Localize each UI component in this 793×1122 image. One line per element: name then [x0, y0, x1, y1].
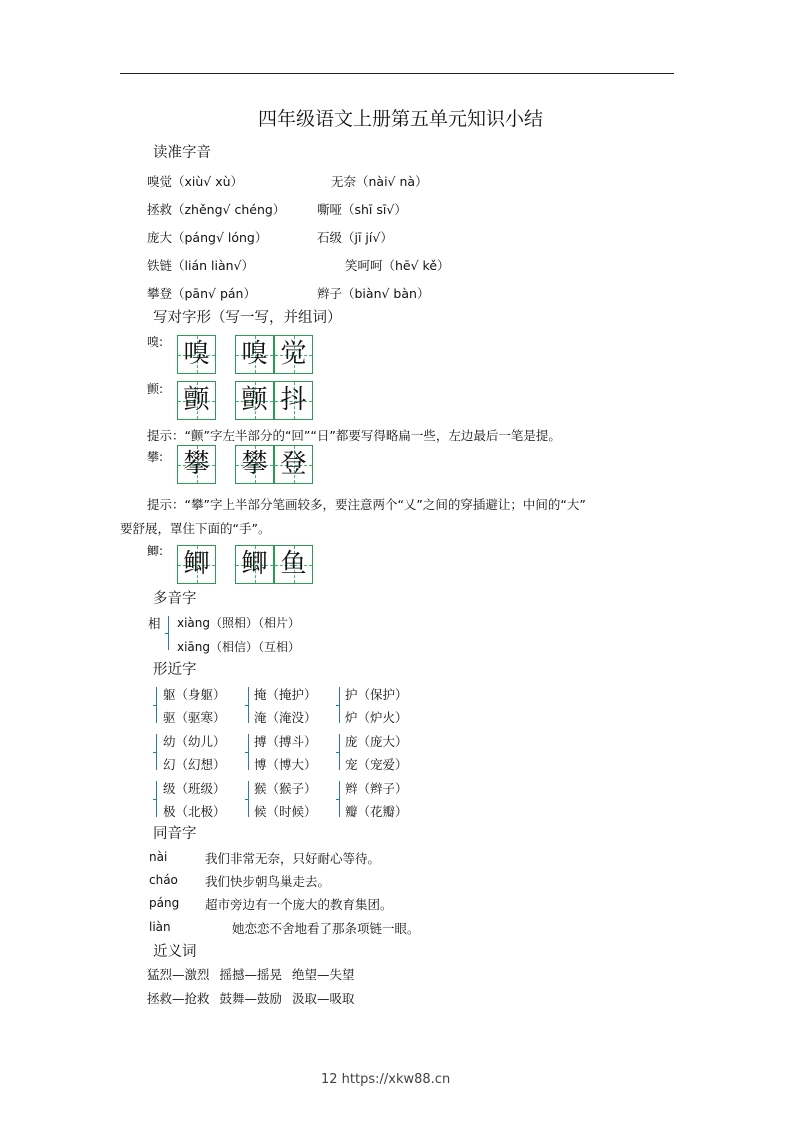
- write-char-label: 攀:: [147, 450, 164, 464]
- synonym-line: 猛烈—激烈 摇撼—摇晃 绝望—失望: [147, 967, 355, 982]
- brace: [339, 687, 344, 723]
- homophone-sentence: 我们快步朝鸟巢走去。: [205, 874, 331, 889]
- section-homophone-heading: 同音字: [153, 826, 197, 842]
- homophone-sentence: 她恋恋不舍地看了那条项链一眼。: [232, 921, 420, 936]
- similar-char: 幻（幻想）: [163, 757, 226, 772]
- similar-char: 宠（宠爱）: [345, 757, 408, 772]
- page-title: 四年级语文上册第五单元知识小结: [258, 108, 544, 130]
- grid-char: 觉: [280, 339, 307, 369]
- write-char-label: 嗅:: [147, 335, 164, 349]
- grid-char: 鱼: [280, 549, 307, 579]
- similar-char: 极（北极）: [163, 804, 226, 819]
- pronunciation-item: 石级（jī jí√）: [317, 230, 393, 245]
- pronunciation-item: 铁链（lián liàn√）: [147, 258, 254, 273]
- similar-char: 躯（身躯）: [163, 687, 226, 702]
- homophone-sentence: 超市旁边有一个庞大的教育集团。: [205, 897, 393, 912]
- similar-char: 候（时候）: [254, 804, 317, 819]
- similar-char: 辫（辫子）: [345, 781, 408, 796]
- page-footer: 12 https://xkw88.cn: [321, 1072, 451, 1087]
- grid-char: 鲫: [241, 549, 268, 579]
- similar-char: 瓣（花瓣）: [345, 804, 408, 819]
- section-synonym-heading: 近义词: [153, 944, 197, 960]
- writing-grid-box: [177, 445, 216, 484]
- similar-char: 级（班级）: [163, 781, 226, 796]
- grid-char: 鲫: [183, 549, 210, 579]
- pronunciation-item: 笑呵呵（hē√ kě）: [345, 258, 450, 273]
- pronunciation-item: 庞大（páng√ lóng）: [147, 230, 268, 245]
- grid-char: 嗅: [241, 339, 268, 369]
- brace: [156, 781, 161, 817]
- homophone-pinyin: cháo: [149, 873, 178, 887]
- similar-char: 驱（驱寒）: [163, 710, 226, 725]
- pronunciation-item: 拯救（zhěng√ chéng）: [147, 202, 286, 217]
- polyphone-line: xiāng（相信）（互相）: [177, 640, 301, 654]
- pronunciation-item: 嗅觉（xiù√ xù）: [147, 174, 244, 189]
- homophone-pinyin: nài: [149, 850, 168, 864]
- write-char-label: 颤:: [147, 382, 164, 396]
- writing-grid-box: [235, 335, 274, 374]
- similar-char: 幼（幼儿）: [163, 734, 226, 749]
- grid-char: 颤: [183, 385, 210, 415]
- grid-char: 嗅: [183, 339, 210, 369]
- grid-char: 攀: [241, 449, 268, 479]
- writing-grid-box: [274, 545, 313, 584]
- homophone-sentence: 我们非常无奈，只好耐心等待。: [205, 851, 381, 866]
- writing-grid-box: [235, 445, 274, 484]
- similar-char: 护（保护）: [345, 687, 408, 702]
- grid-char: 攀: [183, 449, 210, 479]
- writing-grid-box: [177, 545, 216, 584]
- brace: [156, 687, 161, 723]
- brace: [339, 734, 344, 770]
- writing-grid-box: [235, 545, 274, 584]
- synonym-line: 拯救—抢救 鼓舞—鼓励 汲取—吸取: [147, 991, 355, 1006]
- homophone-pinyin: páng: [149, 896, 180, 910]
- writing-grid-box: [177, 381, 216, 420]
- writing-grid-box: [274, 335, 313, 374]
- brace: [248, 734, 253, 770]
- tip-text: 提示：“攀”字上半部分笔画较多，要注意两个“乂”之间的穿插避让；中间的“大”: [147, 497, 586, 512]
- similar-char: 搏（搏斗）: [254, 734, 317, 749]
- grid-char: 抖: [280, 385, 307, 415]
- similar-char: 掩（掩护）: [254, 687, 317, 702]
- polyphone-line: xiàng（照相）（相片）: [177, 616, 301, 630]
- brace: [248, 687, 253, 723]
- section-read-heading: 读准字音: [153, 145, 211, 161]
- polyphone-char: 相: [148, 616, 161, 631]
- similar-char: 庞（庞大）: [345, 734, 408, 749]
- pronunciation-item: 嘶哑（shī sī√）: [317, 202, 407, 217]
- write-char-label: 鲫:: [147, 544, 164, 558]
- tip-text: 提示：“颤”字左半部分的“回”“日”都要写得略扁一些，左边最后一笔是提。: [147, 428, 561, 443]
- brace: [156, 734, 161, 770]
- pronunciation-item: 攀登（pān√ pán）: [147, 286, 256, 301]
- similar-char: 博（博大）: [254, 757, 317, 772]
- section-write-heading: 写对字形（写一写，并组词）: [153, 310, 342, 326]
- section-poly-heading: 多音字: [153, 591, 197, 607]
- writing-grid-box: [235, 381, 274, 420]
- brace: [339, 781, 344, 817]
- grid-char: 登: [280, 449, 307, 479]
- similar-char: 淹（淹没）: [254, 710, 317, 725]
- grid-char: 颤: [241, 385, 268, 415]
- pronunciation-item: 无奈（nài√ nà）: [331, 174, 428, 189]
- section-similar-heading: 形近字: [153, 662, 197, 678]
- brace: [168, 616, 173, 650]
- similar-char: 炉（炉火）: [345, 710, 408, 725]
- similar-char: 猴（猴子）: [254, 781, 317, 796]
- writing-grid-box: [274, 381, 313, 420]
- writing-grid-box: [274, 445, 313, 484]
- header-rule: [120, 73, 674, 74]
- brace: [248, 781, 253, 817]
- homophone-pinyin: liàn: [149, 920, 171, 934]
- writing-grid-box: [177, 335, 216, 374]
- tip-text: 要舒展，罩住下面的“手”。: [120, 521, 271, 536]
- pronunciation-item: 辫子（biàn√ bàn）: [317, 286, 430, 301]
